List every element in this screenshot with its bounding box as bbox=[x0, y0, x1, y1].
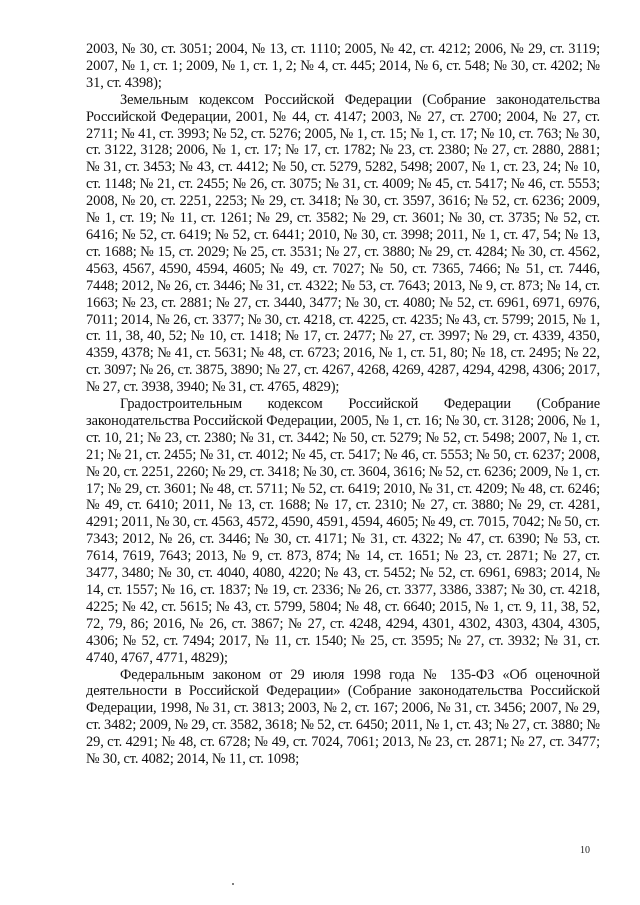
paragraph-urban-planning-code: Градостроительным кодексом Российской Федерации (Собрание законодательства Российской Федерации, 2005, № 1, ст. 16; № 30, ст. 3128; 2006, № 1, ст. 10, 21; № 23, ст. 2380; № 31, ст. 3442; № 50, ст. 5279; № 52, ст. 5498; 2007, № 1, ст. 21; № 21, ст. 2455; № 31, ст. 4012; № 45, ст. 5417; № 46, ст. 5553; № 50, ст. 6237; 2008, № 20, ст. 2251, 2260; № 29, ст. 3418; № 30, ст. 3604, 3616; № 52, ст. 6236; 2009, № 1, ст. 17; № 29, ст. 3601; № 48, ст. 5711; № 52, ст. 6419; 2010, № 31, ст. 4209; № 48, ст. 6246; № 49, ст. 6410; 2011, № 13, ст. 1688; № 17, ст. 2310; № 27, ст. 3880; № 29, ст. 4281, 4291; 2011, № 30, ст. 4563, 4572, 4590, 4591, 4594, 4605; № 49, ст. 7015, 7042; № 50, ст. 7343; 2012, № 26, ст. 3446; № 30, ст. 4171; № 31, ст. 4322; № 47, ст. 6390; № 53, ст. 7614, 7619, 7643; 2013, № 9, ст. 873, 874; № 14, ст. 1651; № 23, ст. 2871; № 27, ст. 3477, 3480; № 30, ст. 4040, 4080, 4220; № 43, ст. 5452; № 52, ст. 6961, 6983; 2014, № 14, ст. 1557; № 16, ст. 1837; № 19, ст. 2336; № 26, ст. 3377, 3386, 3387; № 30, ст. 4218, 4225; № 42, ст. 5615; № 43, ст. 5799, 5804; № 48, ст. 6640; 2015, № 1, ст. 9, 11, 38, 52, 72, 79, 86; 2016, № 26, ст. 3867; № 27, ст. 4248, 4294, 4301, 4302, 4303, 4304, 4305, 4306; № 52, ст. 7494; 2017, № 11, ст. 1540; № 25, ст. 3595; № 27, ст. 3932; № 31, ст. 4740, 4767, 4771, 4829); bbox=[86, 396, 600, 666]
document-body bbox=[86, 41, 600, 768]
paragraph-valuation-law: Федеральным законом от 29 июля 1998 года № 135-ФЗ «Об оценочной деятельности в Российской Федерации» (Собрание законодательства Российской Федерации, 1998, № 31, ст. 3813; 2003, № 2, ст. 167; 2006, № 31, ст. 3456; 2007, № 29, ст. 3482; 2009, № 29, ст. 3582, 3618; № 52, ст. 6450; 2011, № 1, ст. 43; № 27, ст. 3880; № 29, ст. 4291; № 48, ст. 6728; № 49, ст. 7024, 7061; 2013, № 23, ст. 2871; № 27, ст. 3477; № 30, ст. 4082; 2014, № 11, ст. 1098; bbox=[86, 666, 600, 768]
paragraph-land-code: Земельным кодексом Российской Федерации (Собрание законодательства Российской Федерации, 2001, № 44, ст. 4147; 2003, № 27, ст. 2700; 2004, № 27, ст. 2711; № 41, ст. 3993; № 52, ст. 5276; 2005, № 1, ст. 15; № 1, ст. 17; № 10, ст. 763; № 30, ст. 3122, 3128; 2006, № 1, ст. 17; № 17, ст. 1782; № 23, ст. 2380; № 27, ст. 2880, 2881; № 31, ст. 3453; № 43, ст. 4412; № 50, ст. 5279, 5282, 5498; 2007, № 1, ст. 23, 24; № 10, ст. 1148; № 21, ст. 2455; № 26, ст. 3075; № 31, ст. 4009; № 45, ст. 5417; № 46, ст. 5553; 2008, № 20, ст. 2251, 2253; № 29, ст. 3418; № 30, ст. 3597, 3616; № 52, ст. 6236; 2009, № 1, ст. 19; № 11, ст. 1261; № 29, ст. 3582; № 29, ст. 3601; № 30, ст. 3735; № 52, ст. 6416; № 52, ст. 6419; № 52, ст. 6441; 2010, № 30, ст. 3998; 2011, № 1, ст. 47, 54; № 13, ст. 1688; № 15, ст. 2029; № 25, ст. 3531; № 27, ст. 3880; № 29, ст. 4284; № 30, ст. 4562, 4563, 4567, 4590, 4594, 4605; № 49, ст. 7027; № 50, ст. 7365, 7466; № 51, ст. 7446, 7448; 2012, № 26, ст. 3446; № 31, ст. 4322; № 53, ст. 7643; 2013, № 9, ст. 873; № 14, ст. 1663; № 23, ст. 2881; № 27, ст. 3440, 3477; № 30, ст. 4080; № 52, ст. 6961, 6971, 6976, 7011; 2014, № 26, ст. 3377; № 30, ст. 4218, ст. 4225, ст. 4235; № 43, ст. 5799; 2015, № 1, ст. 11, 38, 40, 52; № 10, ст. 1418; № 17, ст. 2477; № 27, ст. 3997; № 29, ст. 4339, 4350, 4359, 4378; № 41, ст. 5631; № 48, ст. 6723; 2016, № 1, ст. 51, 80; № 18, ст. 2495; № 22, ст. 3097; № 26, ст. 3875, 3890; № 27, ст. 4267, 4268, 4269, 4287, 4294, 4298, 4306; 2017, № 27, ст. 3938, 3940; № 31, ст. 4765, 4829); bbox=[86, 91, 600, 396]
paragraph-continuation: 2003, № 30, ст. 3051; 2004, № 13, ст. 1110; 2005, № 42, ст. 4212; 2006, № 29, ст. 3119; 2007, № 1, ст. 1; 2009, № 1, ст. 1, 2; № 4, ст. 445; 2014, № 6, ст. 548; № 30, ст. 4202; № 31, ст. 4398); bbox=[86, 41, 600, 91]
scan-speck bbox=[232, 883, 234, 885]
page-number: 10 bbox=[580, 845, 590, 856]
